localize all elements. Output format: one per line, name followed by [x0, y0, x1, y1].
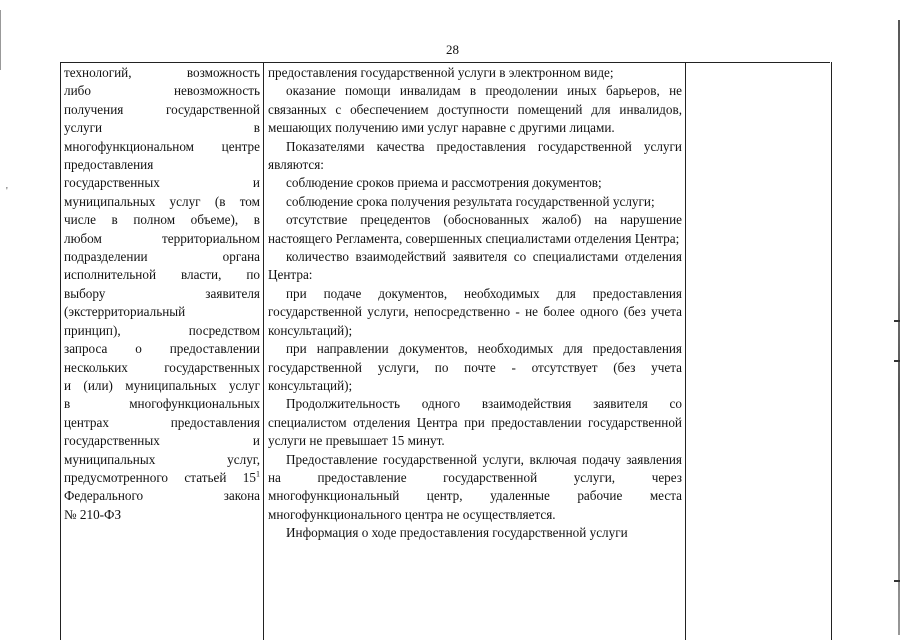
left-column-line: выбору заявителя — [64, 285, 260, 301]
document-table — [60, 62, 832, 640]
paragraph: количество взаимодействий заявителя со специалистами отделения Центра: — [268, 249, 682, 283]
paragraph: предоставления государственной услуги в электронном виде; — [268, 65, 614, 80]
paragraph: соблюдение сроков приема и рассмотрения документов; — [286, 175, 602, 191]
left-column-line: предусмотренного статьей $15^1$ — [64, 469, 260, 485]
left-column-line: либо невозможность — [64, 83, 260, 99]
left-column-line: любом территориальном — [64, 230, 260, 246]
paragraph: при подаче документов, необходимых для предоставления государственной услуги, непосредственно - не более одного (без учета консультаций); — [268, 285, 682, 338]
left-column-line: Федерального закона — [64, 488, 260, 504]
paragraph: оказание помощи инвалидам в преодолении иных барьеров, не связанных с обеспечением доступности помещений для инвалидов, мешающих получению ими услуг наравне с другими лицами. — [268, 83, 682, 136]
scan-edge-left — [0, 10, 1, 70]
left-column-line: запроса о предоставлении — [64, 341, 260, 357]
left-column-line: принцип), посредством — [64, 322, 260, 338]
left-column-line: муниципальных услуг, — [64, 451, 260, 467]
left-column-line: нескольких государственных — [64, 359, 260, 375]
superscript: 1 — [256, 469, 260, 479]
left-column-line: числе в полном объеме), в — [64, 212, 260, 228]
left-column-line: № 210-ФЗ — [64, 506, 122, 522]
page-number: 28 — [446, 42, 459, 57]
left-column-line: центрах предоставления — [64, 414, 260, 430]
left-column-line: подразделении органа — [64, 249, 260, 265]
left-column-line: многофункциональном центре — [64, 138, 260, 154]
paragraph: соблюдение срока получения результата государственной услуги; — [286, 193, 655, 209]
left-column — [61, 62, 264, 640]
right-column — [264, 62, 686, 640]
paragraph: Продолжительность одного взаимодействия заявителя со специалистом отделения Центра при предоставлении государственной услуги не превышает 15 минут. — [268, 396, 682, 449]
left-column-line: государственных и — [64, 433, 260, 449]
paragraph: Показателями качества предоставления государственной услуги являются: — [268, 138, 682, 173]
left-column-line: предоставления — [64, 157, 154, 173]
left-column-line: получения государственной — [64, 101, 260, 117]
left-column-line: исполнительной власти, по — [64, 267, 260, 283]
scan-edge-right — [898, 20, 900, 635]
left-column-line: муниципальных услуг (в том — [64, 193, 260, 209]
left-column-line: и (или) муниципальных услуг — [64, 377, 260, 393]
paragraph: Информация о ходе предоставления государственной услуги — [286, 525, 628, 541]
empty-column — [686, 62, 831, 640]
paragraph: Предоставление государственной услуги, включая подачу заявления на предоставление государственной услуги, через многофункциональный центр, удаленные рабочие места многофункционального центра не осуществляется. — [268, 451, 682, 522]
margin-mark: ' — [6, 186, 8, 197]
left-column-line: (экстерриториальный — [64, 304, 186, 320]
left-column-line: технологий, возможность — [64, 65, 260, 80]
left-column-line: государственных и — [64, 175, 260, 191]
paragraph: отсутствие прецедентов (обоснованных жалоб) на нарушение настоящего Регламента, совершенных специалистами отделения Центра; — [268, 212, 682, 246]
left-column-line: в многофункциональных — [64, 396, 260, 412]
left-column-line: услуги в — [64, 120, 260, 136]
paragraph: при направлении документов, необходимых для предоставления государственной услуги, по почте - отсутствует (без учета консультаций); — [268, 341, 682, 393]
